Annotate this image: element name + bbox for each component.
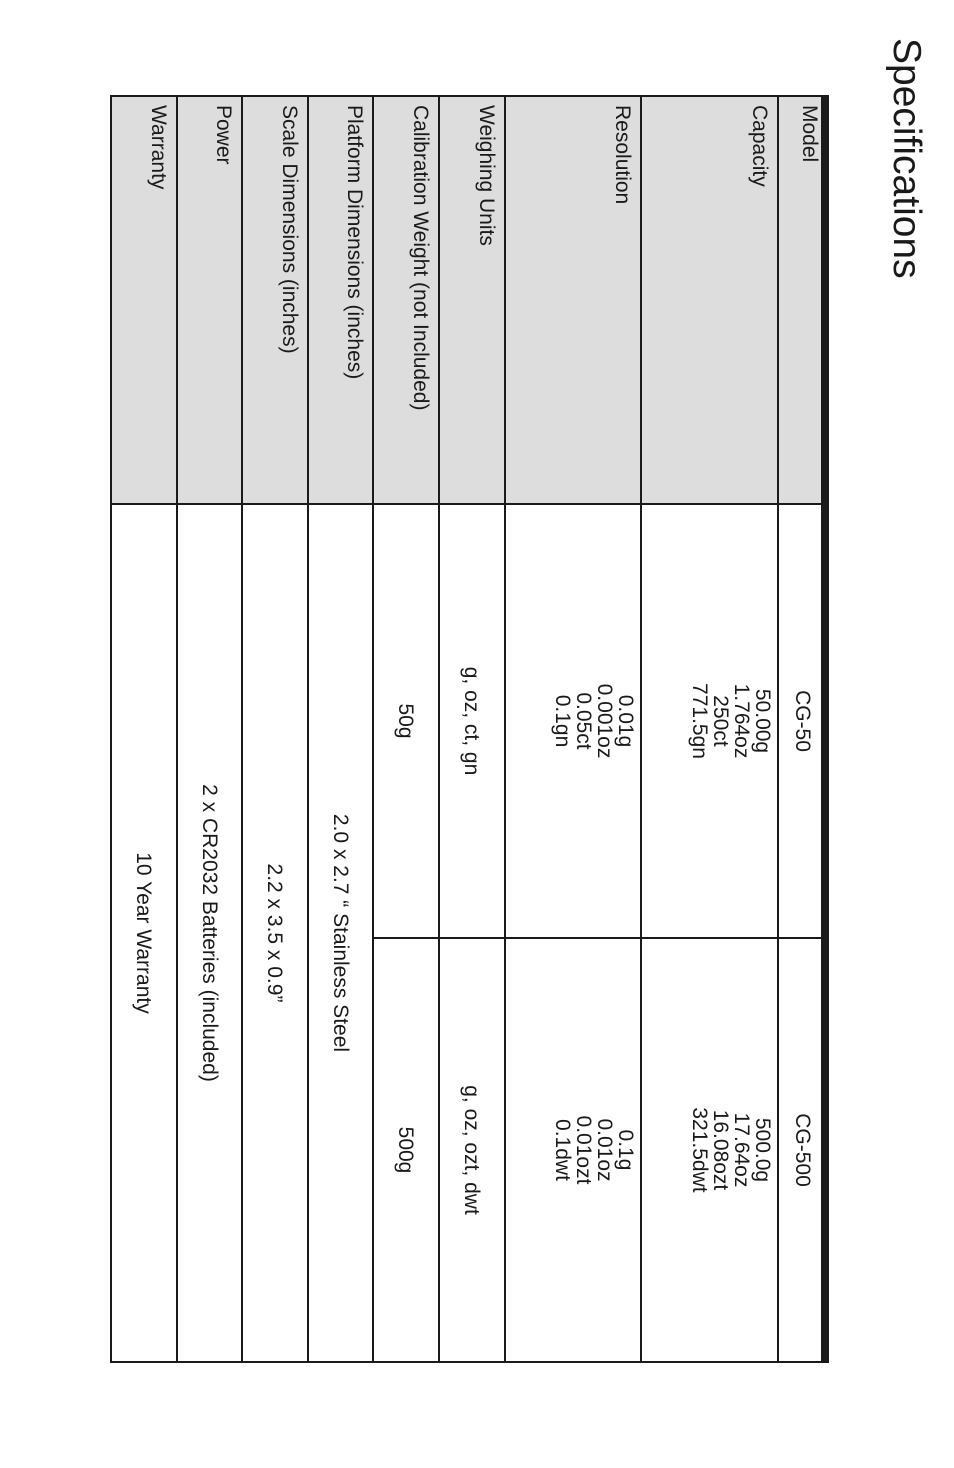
- capacity-cg50-value: 1.764oz: [730, 683, 753, 759]
- calibration-weight-cg50-cell: [373, 504, 439, 938]
- row-calibration-weight-header: [373, 96, 439, 504]
- resolution-cg500-cell: [505, 938, 641, 1362]
- row-resolution-header: [505, 96, 641, 504]
- resolution-cg500-value: 0.01ozt: [572, 1115, 595, 1185]
- row-divider: [307, 95, 309, 1363]
- row-warranty-header: [111, 96, 177, 504]
- table-left-border: [110, 95, 829, 97]
- column-divider: [373, 937, 829, 939]
- row-capacity-label: Capacity: [748, 105, 771, 187]
- warranty-cell: [111, 504, 177, 1362]
- scale-dimensions-cell: [242, 504, 308, 1362]
- capacity-cg50-value: 50.00g: [751, 688, 774, 754]
- column-divider: [110, 503, 829, 505]
- row-scale-dimensions-label: Scale Dimensions (inches): [278, 105, 301, 354]
- capacity-cg500-value: 17.64oz: [730, 1112, 753, 1188]
- calibration-weight-cg50-value: 50g: [394, 703, 418, 739]
- capacity-cg500-cell: [641, 938, 778, 1362]
- table-top-border: [821, 95, 829, 1363]
- row-platform-dimensions-header: [308, 96, 373, 504]
- resolution-cg50-value: 0.1gn: [551, 694, 574, 748]
- scale-dimensions-value: 2.2 x 3.5 x 0.9”: [263, 863, 287, 1003]
- table-bottom-border: [110, 95, 112, 1363]
- row-warranty-label: Warranty: [147, 105, 170, 190]
- capacity-cg50-cell: [641, 504, 778, 938]
- weighing-units-cg500-cell: [439, 938, 505, 1362]
- capacity-cg500-value: 500.0g: [751, 1117, 774, 1183]
- row-calibration-weight-label: Calibration Weight (not Included): [409, 105, 432, 411]
- row-power-label: Power: [212, 105, 235, 165]
- resolution-cg50-value: 0.05ct: [572, 692, 595, 750]
- row-resolution-label: Resolution: [611, 105, 634, 205]
- capacity-cg50-value: 250ct: [709, 695, 732, 747]
- weighing-units-cg50-value: g, oz, ct, gn: [460, 666, 484, 776]
- model-cg500-value: CG-500: [791, 1113, 815, 1187]
- row-divider: [640, 95, 642, 1363]
- row-platform-dimensions-label: Platform Dimensions (inches): [343, 105, 366, 380]
- row-divider: [438, 95, 440, 1363]
- platform-dimensions-value: 2.0 x 2.7 “ Stainless Steel: [329, 813, 352, 1053]
- warranty-value: 10 Year Warranty: [132, 852, 156, 1014]
- resolution-cg50-cell: [505, 504, 641, 938]
- row-model-label: Model: [798, 105, 821, 163]
- row-weighing-units-header: [439, 96, 505, 504]
- row-divider: [504, 95, 506, 1363]
- row-weighing-units-label: Weighing Units: [475, 105, 498, 246]
- resolution-cg500-value: 0.1g: [614, 1129, 637, 1171]
- page-title: Specifications: [885, 38, 928, 279]
- platform-dimensions-cell: [308, 504, 373, 1362]
- row-power-header: [177, 96, 242, 504]
- power-value: 2 x CR2032 Batteries (included): [198, 784, 221, 1082]
- resolution-cg500-value: 0.01oz: [593, 1118, 616, 1182]
- row-scale-dimensions-header: [242, 96, 308, 504]
- power-cell: [177, 504, 242, 1362]
- row-divider: [777, 95, 779, 1363]
- model-cg50-value: CG-50: [791, 690, 815, 752]
- calibration-weight-cg500-value: 500g: [394, 1126, 418, 1174]
- row-divider: [241, 95, 243, 1363]
- resolution-cg50-value: 0.01g: [614, 694, 637, 748]
- capacity-cg500-value: 321.5dwt: [688, 1107, 711, 1193]
- row-divider: [372, 95, 374, 1363]
- capacity-cg500-value: 16.08ozt: [709, 1109, 732, 1191]
- resolution-cg50-value: 0.001oz: [593, 683, 616, 759]
- capacity-cg50-value: 771.5gn: [688, 683, 711, 759]
- weighing-units-cg50-cell: [439, 504, 505, 938]
- weighing-units-cg500-value: g, oz, ozt, dwt: [460, 1085, 484, 1215]
- row-capacity-header: [641, 96, 778, 504]
- table-right-border: [110, 1361, 829, 1363]
- resolution-cg500-value: 0.1dwt: [551, 1119, 574, 1181]
- row-divider: [176, 95, 178, 1363]
- calibration-weight-cg500-cell: [373, 938, 439, 1362]
